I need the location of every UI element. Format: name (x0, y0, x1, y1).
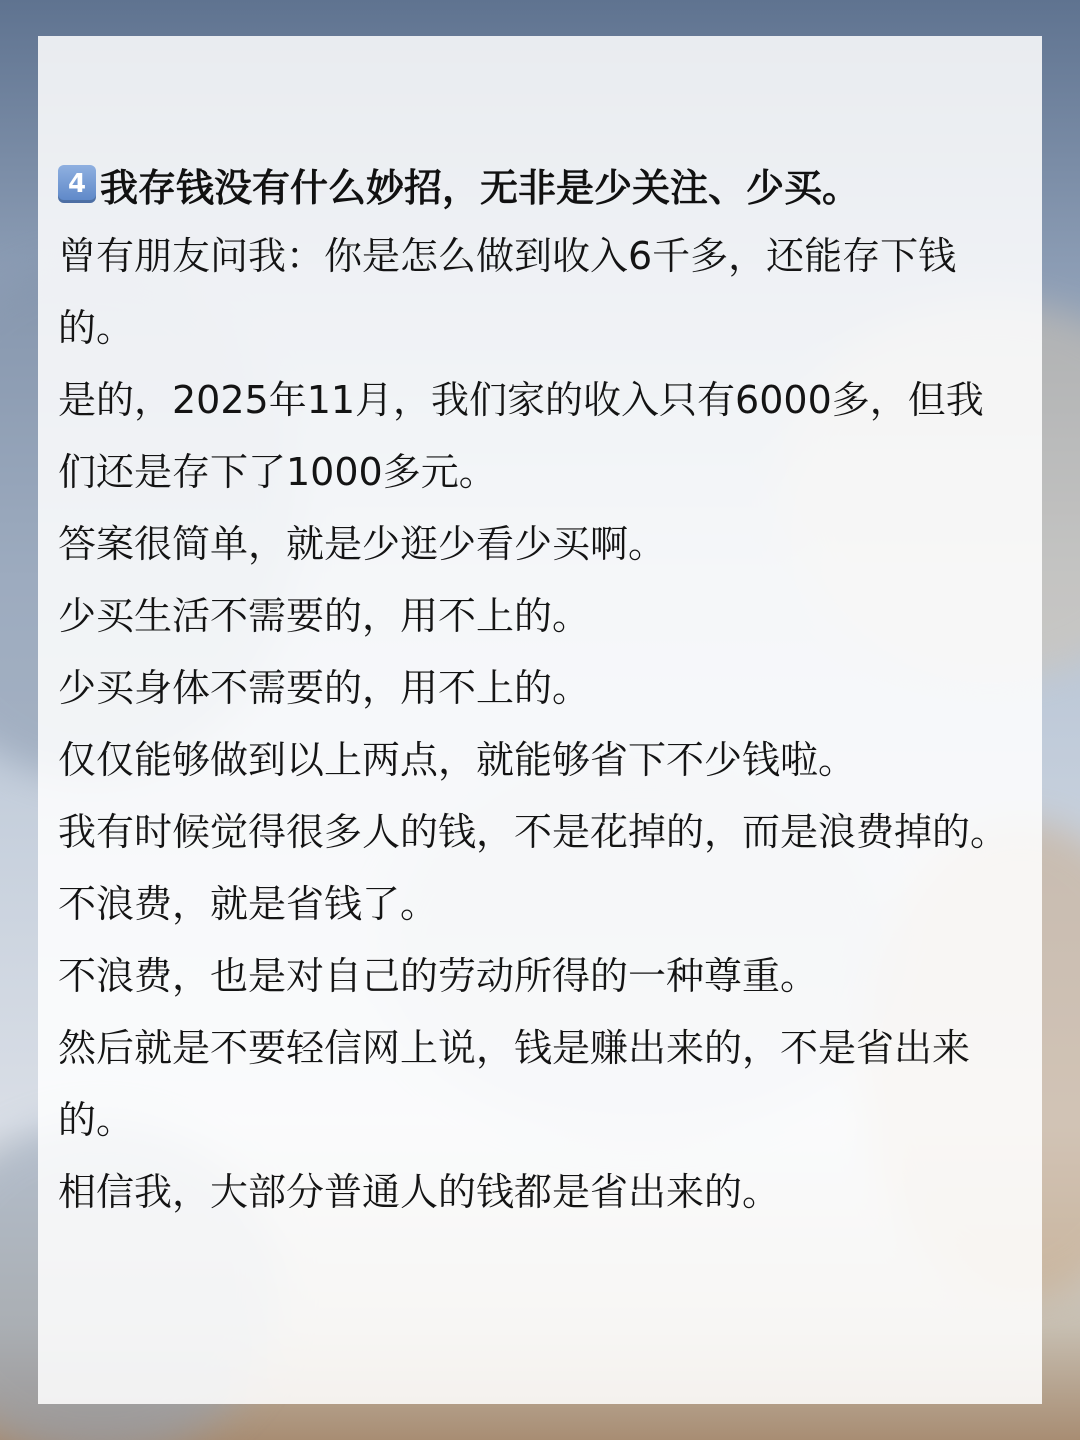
article-body (58, 148, 1018, 1228)
section-heading (58, 148, 1018, 220)
paragraph: 少买身体不需要的，用不上的。 (58, 666, 591, 710)
heading-text: 我存钱没有什么妙招，无非是少关注、少买。 (100, 165, 861, 210)
paragraph: 曾有朋友问我：你是怎么做到收入6千多，还能存下钱的。 (58, 234, 957, 350)
paragraph: 答案很简单，就是少逛少看少买啊。 (58, 522, 667, 566)
paragraph: 不浪费，就是省钱了。 (58, 882, 439, 926)
paragraph: 少买生活不需要的，用不上的。 (58, 594, 591, 638)
number-keycap-icon: 4 (58, 165, 96, 203)
paragraph: 我有时候觉得很多人的钱，不是花掉的，而是浪费掉的。 (58, 810, 1009, 854)
paragraph: 是的，2025年11月，我们家的收入只有6000多，但我们还是存下了1000多元。 (58, 378, 984, 494)
text-card (38, 36, 1042, 1404)
paragraph: 相信我，大部分普通人的钱都是省出来的。 (58, 1170, 781, 1214)
paragraph: 仅仅能够做到以上两点，就能够省下不少钱啦。 (58, 738, 857, 782)
paragraph: 不浪费，也是对自己的劳动所得的一种尊重。 (58, 954, 819, 998)
paragraph: 然后就是不要轻信网上说，钱是赚出来的，不是省出来的。 (58, 1026, 971, 1142)
